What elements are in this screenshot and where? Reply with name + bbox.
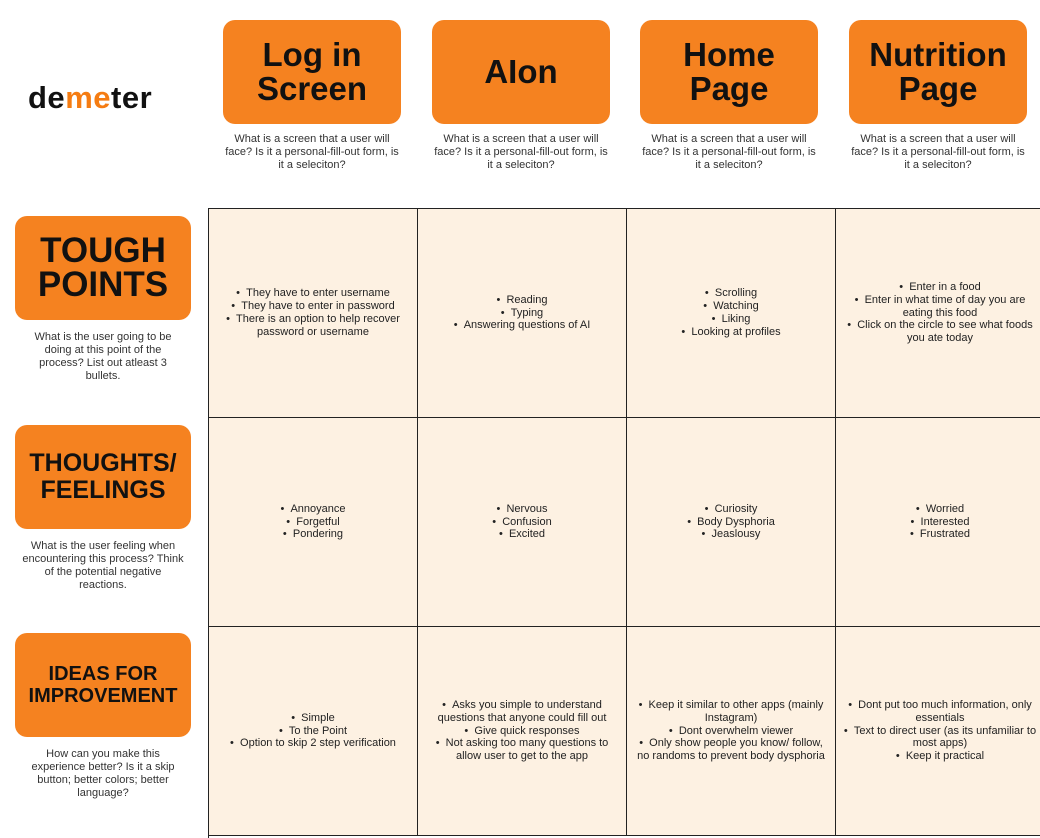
bullet-item: • Typing (454, 307, 591, 320)
bullet-item: • Keep it similar to other apps (mainly Instagram) (633, 699, 829, 725)
bullet-list (280, 503, 345, 541)
grid-cell-ideas-for-improvement-aion (418, 627, 627, 836)
bullet-list (424, 699, 620, 763)
bullet-item: • Forgetful (280, 516, 345, 529)
grid-cell-thoughts-feelings-aion (418, 418, 627, 627)
bullet-item: • Body Dysphoria (687, 516, 775, 529)
bullet-list (681, 287, 780, 338)
grid-cell-tough-points-home-page (627, 209, 836, 418)
bullet-item: • Excited (492, 528, 552, 541)
journey-map-grid (208, 208, 1040, 838)
bullet-item: • Reading (454, 294, 591, 307)
bullet-item: • Watching (681, 300, 780, 313)
grid-cell-tough-points-aion (418, 209, 627, 418)
bullet-item: • Click on the circle to see what foods you ate today (842, 319, 1038, 345)
row-header-tough-points: TOUGH POINTS (15, 216, 191, 320)
bullet-item: • Confusion (492, 516, 552, 529)
bullet-item: • Interested (910, 516, 970, 529)
demeter-logo (28, 80, 152, 116)
logo-text-start: de (28, 80, 66, 115)
bullet-item: • Enter in what time of day you are eating this food (842, 294, 1038, 320)
bullet-item: • Give quick responses (424, 725, 620, 738)
bullet-item: • Simple (230, 712, 396, 725)
bullet-item: • Text to direct user (as its unfamiliar to most apps) (842, 725, 1038, 751)
bullet-item: • Asks you simple to understand questions that anyone could fill out (424, 699, 620, 725)
bullet-item: • Dont overwhelm viewer (633, 725, 829, 738)
bullet-item: • Annoyance (280, 503, 345, 516)
bullet-list (842, 281, 1038, 345)
bullet-item: • Jeaslousy (687, 528, 775, 541)
bullet-item: • There is an option to help recover password or username (215, 313, 411, 339)
bullet-item: • Curiosity (687, 503, 775, 516)
row-header-ideas-for-improvement: IDEAS FOR IMPROVEMENT (15, 633, 191, 737)
bullet-list (454, 294, 591, 332)
column-header-nutrition-page: Nutrition Page (849, 20, 1027, 124)
grid-cell-ideas-for-improvement-home-page (627, 627, 836, 836)
logo-text-accent: me (65, 80, 111, 115)
row-description-ideas-for-improvement: How can you make this experience better? Is it a skip button; better colors; better language? (31, 748, 175, 799)
bullet-item: • Not asking too many questions to allow user to get to the app (424, 737, 620, 763)
logo-text-end: ter (111, 80, 153, 115)
bullet-item: • Only show people you know/ follow, no randoms to prevent body dysphoria (633, 737, 829, 763)
column-header-login-screen: Log in Screen (223, 20, 401, 124)
bullet-item: • Liking (681, 313, 780, 326)
bullet-item: • Worried (910, 503, 970, 516)
bullet-list (215, 287, 411, 338)
column-description-nutrition-page: What is a screen that a user will face? Is it a personal-fill-out form, is it a seleciton? (851, 133, 1025, 171)
bullet-item: • Nervous (492, 503, 552, 516)
bullet-list (910, 503, 970, 541)
bullet-list (230, 712, 396, 750)
grid-cell-ideas-for-improvement-nutrition-page (836, 627, 1040, 836)
bullet-item: • Keep it practical (842, 750, 1038, 763)
grid-cell-thoughts-feelings-login-screen (209, 418, 418, 627)
bullet-item: • Enter in a food (842, 281, 1038, 294)
bullet-item: • Looking at profiles (681, 326, 780, 339)
bullet-item: • Scrolling (681, 287, 780, 300)
grid-cell-thoughts-feelings-home-page (627, 418, 836, 627)
column-description-aion: What is a screen that a user will face? Is it a personal-fill-out form, is it a seleciton? (434, 133, 608, 171)
row-description-thoughts-feelings: What is the user feeling when encountering this process? Think of the potential negative reactions. (22, 540, 184, 591)
bullet-item: • Frustrated (910, 528, 970, 541)
grid-cell-thoughts-feelings-nutrition-page (836, 418, 1040, 627)
grid-cell-tough-points-nutrition-page (836, 209, 1040, 418)
bullet-item: • They have to enter username (215, 287, 411, 300)
bullet-list (633, 699, 829, 763)
bullet-item: • To the Point (230, 725, 396, 738)
bullet-item: • Option to skip 2 step verification (230, 737, 396, 750)
bullet-list (842, 699, 1038, 763)
grid-cell-tough-points-login-screen (209, 209, 418, 418)
row-description-tough-points: What is the user going to be doing at this point of the process? List out atleast 3 bullets. (34, 331, 172, 382)
grid-cell-ideas-for-improvement-login-screen (209, 627, 418, 836)
bullet-item: • They have to enter in password (215, 300, 411, 313)
bullet-item: • Dont put too much information, only essentials (842, 699, 1038, 725)
bullet-list (687, 503, 775, 541)
bullet-item: • Pondering (280, 528, 345, 541)
column-header-home-page: Home Page (640, 20, 818, 124)
row-header-thoughts-feelings: THOUGHTS/ FEELINGS (15, 425, 191, 529)
column-description-login-screen: What is a screen that a user will face? Is it a personal-fill-out form, is it a seleciton? (225, 133, 399, 171)
column-header-aion: AIon (432, 20, 610, 124)
column-description-home-page: What is a screen that a user will face? Is it a personal-fill-out form, is it a seleciton? (642, 133, 816, 171)
bullet-list (492, 503, 552, 541)
bullet-item: • Answering questions of AI (454, 319, 591, 332)
